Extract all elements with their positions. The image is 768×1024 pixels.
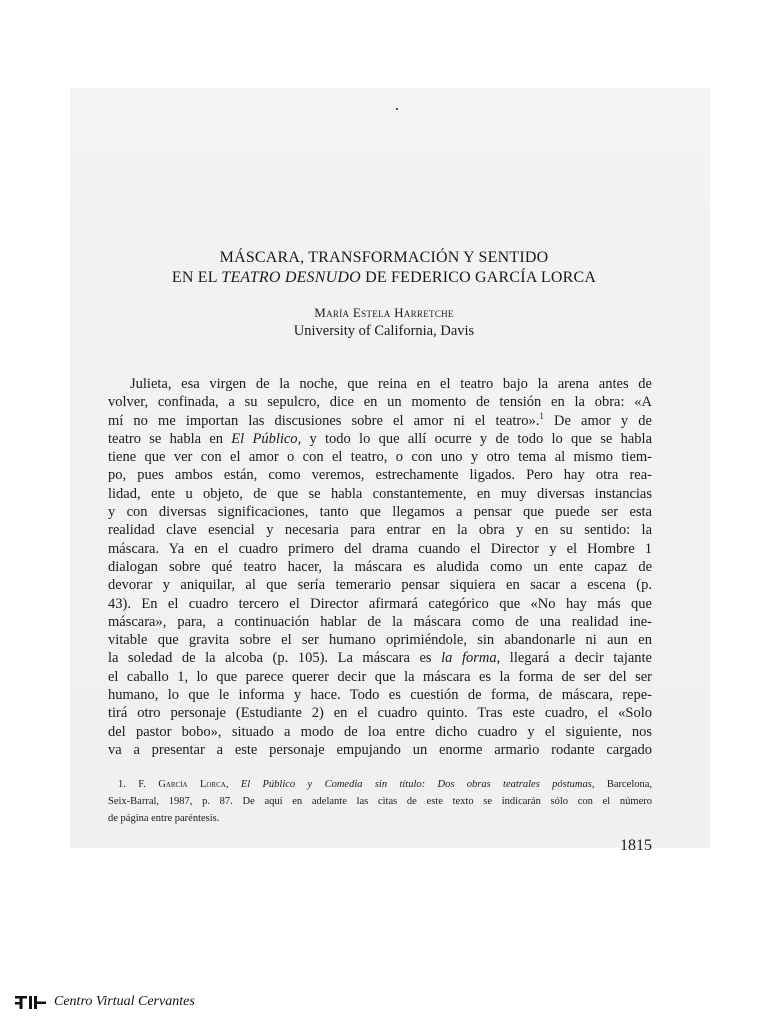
work-title: El Público xyxy=(231,430,298,447)
body-line: del pastor bobo», situado a modo de loa entre dicho cuadro y el siguiente, nos xyxy=(108,723,652,740)
body-line: dialogan sobre qué teatro hacer, la máscara es aludida como un ente capaz de xyxy=(108,558,652,575)
body-line: máscara. Ya en el cuadro primero del drama cuando el Director y el Hombre 1 xyxy=(108,540,652,557)
footer-text: Centro Virtual Cervantes xyxy=(54,994,195,1009)
body-line: volver, confinada, a su sepulcro, dice en un momento de tensión en la obra: «A xyxy=(108,394,652,411)
footnote-reference[interactable]: 1 xyxy=(539,410,544,421)
article-title-line-2: EN EL TEATRO DESNUDO DE FEDERICO GARCÍA LORCA xyxy=(171,269,597,286)
article-title-line-1: MÁSCARA, TRANSFORMACIÓN Y SENTIDO xyxy=(219,249,549,266)
body-line: humano, lo que le informa y hace. Todo es cuestión de forma, de máscara, repe- xyxy=(108,687,652,704)
body-line: el caballo 1, lo que parece querer decir que la máscara es la forma de ser del ser xyxy=(108,668,652,685)
author-name: María Estela Harretche xyxy=(314,305,454,320)
body-line: lidad, ente u objeto, de que se habla constantemente, en muy diversas instancias xyxy=(108,485,652,502)
emphasis-la-forma: la forma xyxy=(441,650,497,667)
body-line: devorar y aniquilar, al que sería temerario pensar siquiera en sacar a escena (p. xyxy=(108,577,652,594)
body-line: realidad clave esencial y necesaria para entrar en la obra y en su sentido: la xyxy=(108,522,652,539)
body-line: tirá otro personaje (Estudiante 2) en el cuadro quinto. Tras este cuadro, el «Solo xyxy=(108,705,652,722)
cervantes-logo-icon xyxy=(14,993,48,1011)
author-affiliation: University of California, Davis xyxy=(293,323,475,339)
footnote-line: Seix-Barral, 1987, p. 87. De aquí en adelante las citas de este texto se indicarán sólo con el número xyxy=(108,796,652,807)
footnote-line: de página entre paréntesis. xyxy=(108,813,220,824)
scan-speck xyxy=(396,108,398,110)
body-line: la soledad de la alcoba (p. 105). La máscara es la forma, llegará a decir tajante xyxy=(108,650,652,667)
article-body xyxy=(108,375,652,759)
body-line: mí no me importan las discusiones sobre el amor ni el teatro».$^1$ De amor y de xyxy=(108,410,652,429)
footer xyxy=(14,992,195,1012)
body-line: 43). En el cuadro tercero el Director afirmará categórico que «No hay más que xyxy=(108,595,652,612)
body-line: teatro se habla en El Público, y todo lo que allí ocurre y de todo lo que se habla xyxy=(108,430,652,447)
body-line: Julieta, esa virgen de la noche, que reina en el teatro bajo la arena antes de xyxy=(130,376,652,392)
body-line: máscara», para, a continuación hablar de la máscara como de una realidad ine- xyxy=(108,613,652,630)
footnote-line: 1. F. García Lorca, El Público y Comedia sin título: Dos obras teatrales póstumas, Barcelona, xyxy=(118,779,653,790)
page-number: 1815 xyxy=(620,837,652,854)
body-line: tiene que ver con el amor o con el teatro, o con uno y otro tema al mismo tiem- xyxy=(108,449,652,466)
body-line: y con diversas significaciones, tanto que llegamos a pensar que puede ser esta xyxy=(108,504,652,521)
footnote xyxy=(108,776,652,827)
body-line: vitable que gravita sobre el ser humano oprimiéndole, sin abandonarle ni aun en xyxy=(108,632,652,649)
body-line: po, pues ambos están, como veremos, estrechamente ligados. Pero hay otra rea- xyxy=(108,467,652,484)
body-line: va a presentar a este personaje empujando un enorme armario rodante cargado xyxy=(108,741,652,758)
